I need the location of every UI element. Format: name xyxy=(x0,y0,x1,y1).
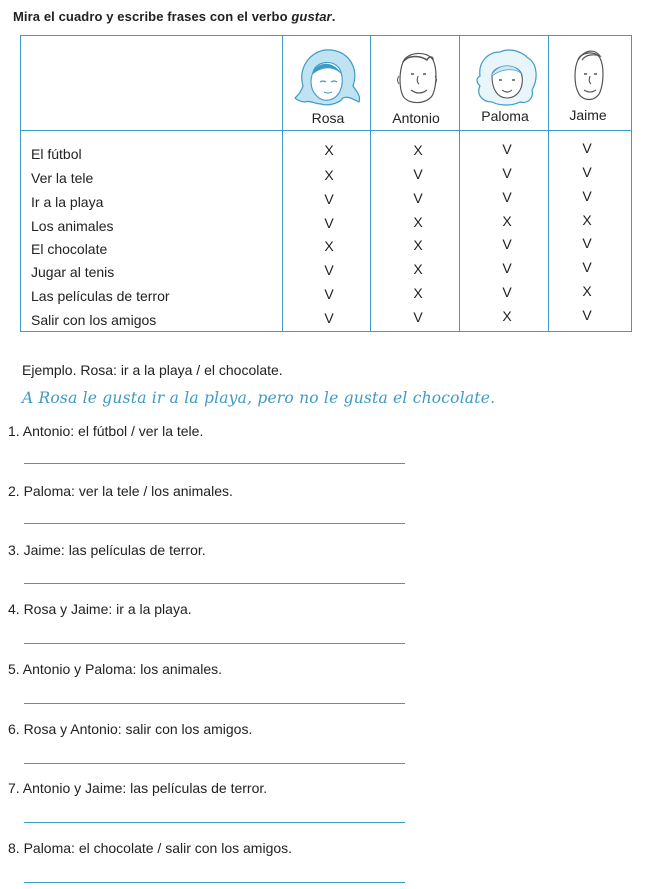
girl-face-icon xyxy=(293,46,363,108)
mark-cell: X xyxy=(582,283,592,299)
mark-cell: V xyxy=(324,310,334,326)
answer-line[interactable] xyxy=(24,822,405,823)
mark-cell: X xyxy=(502,308,512,324)
person-name-jaime: Jaime xyxy=(569,107,607,123)
answer-line[interactable] xyxy=(24,703,405,704)
answer-line[interactable] xyxy=(24,523,405,524)
boy-face-icon xyxy=(387,46,457,108)
mark-cell: X xyxy=(413,237,423,253)
activity-label: El fútbol xyxy=(31,146,82,162)
mark-cell: V xyxy=(413,309,423,325)
table-header-divider xyxy=(21,130,631,131)
mark-cell: V xyxy=(502,236,512,252)
mark-cell: V xyxy=(582,164,592,180)
mark-cell: V xyxy=(502,260,512,276)
mark-cell: X xyxy=(324,167,334,183)
answer-line[interactable] xyxy=(24,643,405,644)
table-divider xyxy=(548,36,549,331)
mark-cell: V xyxy=(582,140,592,156)
mark-cell: V xyxy=(324,286,334,302)
mark-cell: X xyxy=(502,213,512,229)
mark-cell: V xyxy=(502,189,512,205)
mark-cell: V xyxy=(582,259,592,275)
activity-label: Ir a la playa xyxy=(31,194,104,210)
mark-cell: V xyxy=(502,141,512,157)
instruction-end: . xyxy=(331,9,336,24)
mark-cell: V xyxy=(324,215,334,231)
mark-cell: V xyxy=(502,165,512,181)
question-prompt: 6. Rosa y Antonio: salir con los amigos. xyxy=(8,721,253,737)
activity-label: Ver la tele xyxy=(31,170,94,186)
person-name-antonio: Antonio xyxy=(392,110,440,126)
mark-cell: X xyxy=(413,285,423,301)
mark-cell: V xyxy=(324,191,334,207)
mark-cell: V xyxy=(502,284,512,300)
instruction-verb: gustar xyxy=(291,9,332,24)
table-divider xyxy=(459,36,460,331)
activity-label: El chocolate xyxy=(31,241,108,257)
answer-line[interactable] xyxy=(24,763,405,764)
activity-label: Los animales xyxy=(31,218,114,234)
mark-cell: V xyxy=(324,262,334,278)
mark-cell: X xyxy=(582,212,592,228)
question-prompt: 2. Paloma: ver la tele / los animales. xyxy=(8,483,233,499)
instruction-text: Mira el cuadro y escribe frases con el verbo xyxy=(13,9,292,24)
activity-label: Salir con los amigos xyxy=(31,312,157,328)
example-label: Ejemplo. Rosa: ir a la playa / el chocolate. xyxy=(22,362,283,378)
mark-cell: X xyxy=(324,238,334,254)
question-prompt: 4. Rosa y Jaime: ir a la playa. xyxy=(8,601,192,617)
activity-label: Las películas de terror xyxy=(31,288,170,304)
likes-table xyxy=(20,35,632,332)
person-name-paloma: Paloma xyxy=(481,108,529,124)
mark-cell: V xyxy=(413,190,423,206)
activity-label: Jugar al tenis xyxy=(31,264,115,280)
question-prompt: 5. Antonio y Paloma: los animales. xyxy=(8,661,223,677)
answer-line[interactable] xyxy=(24,583,405,584)
boy-face-icon xyxy=(564,46,634,108)
mark-cell: X xyxy=(413,261,423,277)
example-answer: A Rosa le gusta ir a la playa, pero no le gusta el chocolate. xyxy=(22,389,496,407)
mark-cell: V xyxy=(582,188,592,204)
table-divider xyxy=(370,36,371,331)
question-prompt: 8. Paloma: el chocolate / salir con los amigos. xyxy=(8,840,293,856)
mark-cell: V xyxy=(582,307,592,323)
question-prompt: 1. Antonio: el fútbol / ver la tele. xyxy=(8,423,204,439)
curly-girl-face-icon xyxy=(472,46,542,108)
answer-line[interactable] xyxy=(24,882,405,883)
question-prompt: 7. Antonio y Jaime: las películas de terror. xyxy=(8,780,268,796)
instruction-heading xyxy=(13,9,335,24)
mark-cell: X xyxy=(413,214,423,230)
table-divider xyxy=(282,36,283,331)
mark-cell: X xyxy=(413,142,423,158)
mark-cell: V xyxy=(413,166,423,182)
mark-cell: V xyxy=(582,235,592,251)
mark-cell: X xyxy=(324,142,334,158)
question-prompt: 3. Jaime: las películas de terror. xyxy=(8,542,206,558)
answer-line[interactable] xyxy=(24,463,405,464)
person-name-rosa: Rosa xyxy=(311,110,345,126)
